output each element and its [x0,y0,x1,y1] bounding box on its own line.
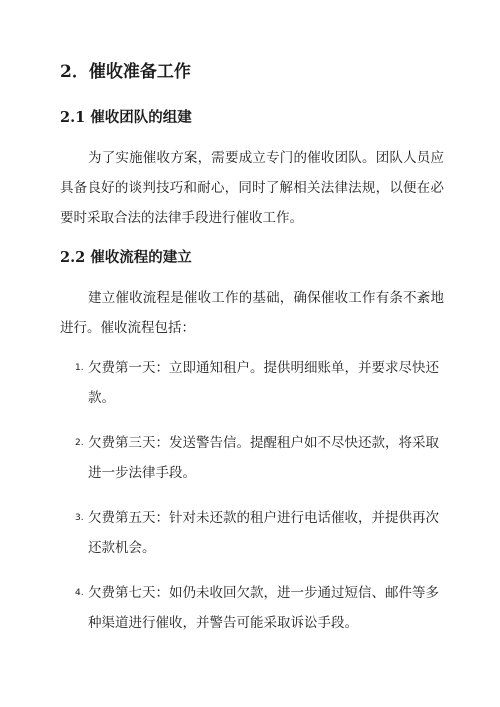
process-steps-list [60,353,444,653]
section-title-team: 2.1 催收团队的组建 [60,109,192,126]
section-title-process: 2.2 催收流程的建立 [60,249,192,266]
list-item-number: 4. [75,588,84,598]
list-item-number: 3. [75,513,84,523]
list-item-text: 欠费第三天：发送警告信。提醒租户如不尽快还款，将采取进一步法律手段。 [88,435,439,481]
list-item-text: 欠费第七天：如仍未收回欠款，进一步通过短信、邮件等多种渠道进行催收，并警告可能采取诉讼手段。 [88,585,439,631]
list-item [60,353,444,413]
list-item-number: 2. [75,438,84,448]
list-item-number: 1. [75,363,84,373]
list-item [60,428,444,488]
list-item [60,503,444,563]
section-paragraph-team: 为了实施催收方案，需要成立专门的催收团队。团队人员应具备良好的谈判技巧和耐心，同时了解相关法律法规，以便在必要时采取合法的法律手段进行催收工作。 [60,150,444,226]
list-item-text: 欠费第一天：立即通知租户。提供明细账单，并要求尽快还款。 [88,360,439,406]
chapter-heading: 2．催收准备工作 [60,62,191,82]
list-item-text: 欠费第五天：针对未还款的租户进行电话催收，并提供再次还款机会。 [88,510,439,556]
section-paragraph-process: 建立催收流程是催收工作的基础，确保催收工作有条不紊地进行。催收流程包括： [60,290,444,336]
list-item [60,578,444,638]
